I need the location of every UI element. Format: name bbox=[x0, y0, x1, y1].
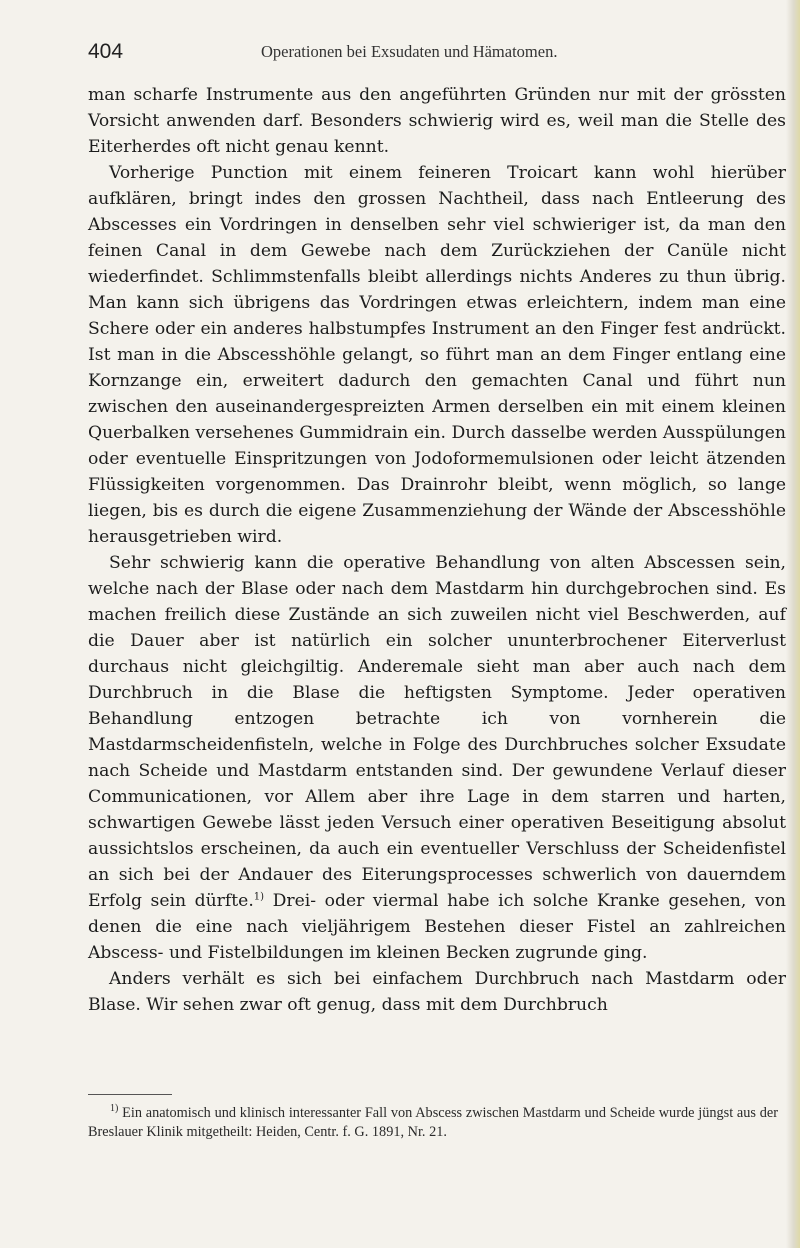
page-number: 404 bbox=[88, 40, 124, 63]
paragraph: man scharfe Instrumente aus den angeführten Gründen nur mit der grössten Vorsicht anwenden darf. Besonders schwierig wird es, weil man die Stelle des Eiterherdes oft nicht genau kennt. bbox=[88, 85, 786, 157]
footnote bbox=[88, 1104, 778, 1142]
body-text bbox=[88, 82, 786, 1018]
footnote-text: Ein anatomisch und klinisch interessanter Fall von Abscess zwischen Mastdarm und Scheide wurde jüngst aus der Breslauer Klinik mitgetheilt: Heiden, Centr. f. G. 1891, Nr. 21. bbox=[88, 1105, 779, 1140]
footnote-divider bbox=[88, 1094, 172, 1095]
page-edge-shadow bbox=[786, 0, 800, 1248]
running-title: Operationen bei Exsudaten und Hämatomen. bbox=[261, 42, 558, 61]
footnote-marker: 1) bbox=[110, 1103, 119, 1115]
paragraph: Anders verhält es sich bei einfachem Durchbruch nach Mastdarm oder Blase. Wir sehen zwar oft genug, dass mit dem Durchbruch bbox=[88, 969, 786, 1015]
paragraph-text: Drei- oder viermal habe ich solche Kranke gesehen, von denen die eine nach vieljährigem Bestehen dieser Fistel an zahlreichen Abscess- und Fistelbildungen im kleinen Becken zugrunde ging. bbox=[88, 891, 786, 963]
footnote-reference[interactable]: 1) bbox=[253, 891, 265, 903]
paragraph: Vorherige Punction mit einem feineren Troicart kann wohl hierüber aufklären, bringt indes den grossen Nachtheil, dass nach Entleerung des Abscesses ein Vordringen in denselben sehr viel schwieriger ist, da man den feinen Canal in dem Gewebe nach dem Zurückziehen der Canüle nicht wiederfindet. Schlimmstenfalls bleibt allerdings nichts Anderes zu thun übrig. Man kann sich übrigens das Vordringen etwas erleichtern, indem man eine Schere oder ein anderes halbstumpfes Instrument an den Finger fest andrückt. Ist man in die Abscesshöhle gelangt, so führt man an dem Finger entlang eine Kornzange ein, erweitert dadurch den gemachten Canal und führt nun zwischen den auseinandergespreizten Armen derselben ein mit einem kleinen Querbalken versehenes Gummidrain ein. Durch dasselbe werden Ausspülungen oder eventuelle Einspritzungen von Jodoformemulsionen oder leicht ätzenden Flüssigkeiten vorgenommen. Das Drainrohr bleibt, wenn möglich, so lange liegen, bis es durch die eigene Zusammenziehung der Wände der Abscesshöhle herausgetrieben wird. bbox=[88, 163, 786, 547]
paragraph bbox=[88, 550, 786, 966]
paragraph-text: Sehr schwierig kann die operative Behandlung von alten Abscessen sein, welche nach der Blase oder nach dem Mastdarm hin durchgebrochen sind. Es machen freilich diese Zustände an sich zuweilen nicht viel Beschwerden, auf die Dauer aber ist natürlich ein solcher ununterbrochener Eiterverlust durchaus nicht gleichgiltig. Anderemale sieht man aber auch nach dem Durchbruch in die Blase die heftigsten Symptome. Jeder operativen Behandlung entzogen betrachte ich von vornherein die Mastdarmscheidenfisteln, welche in Folge des Durchbruches solcher Exsudate nach Scheide und Mastdarm entstanden sind. Der gewundene Verlauf dieser Communicationen, vor Allem aber ihre Lage in dem starren und harten, schwartigen Gewebe lässt jeden Versuch einer operativen Beseitigung absolut aussichtslos erscheinen, da auch ein eventueller Verschluss der Scheidenfistel an sich bei der Andauer des Eiterungsprocesses schwerlich von dauerndem Erfolg sein dürfte. bbox=[88, 553, 786, 911]
page-header bbox=[88, 36, 788, 68]
